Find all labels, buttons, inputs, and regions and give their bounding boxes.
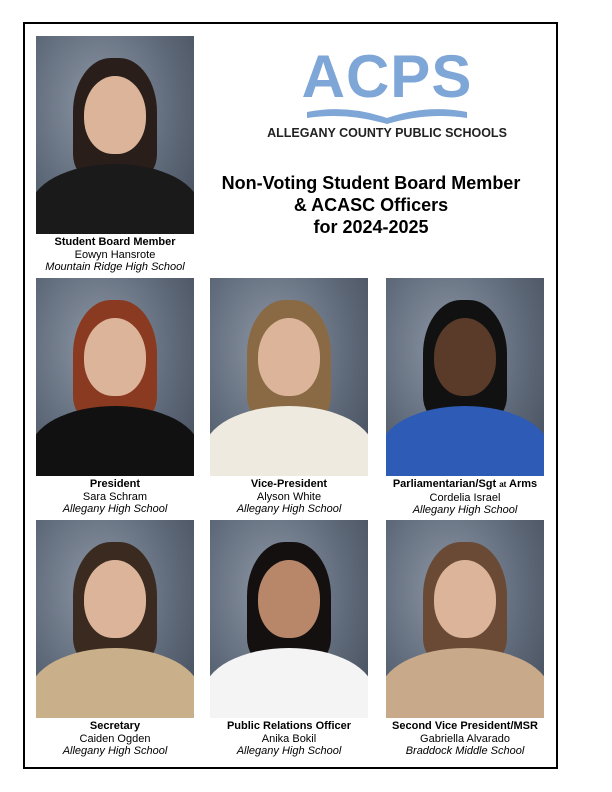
member-caption [20, 236, 210, 274]
title-line: for 2024-2025 [313, 217, 429, 237]
role-text: Parliamentarian/Sgt [392, 478, 497, 490]
clothing [210, 648, 368, 718]
member-caption [370, 720, 560, 758]
acps-logo [262, 43, 512, 148]
member-photo [36, 36, 194, 234]
open-book-icon [302, 104, 472, 126]
clothing [36, 648, 194, 718]
member-school: Allegany High School [62, 745, 168, 757]
page-title [196, 172, 546, 238]
face [84, 560, 146, 638]
clothing [386, 406, 544, 476]
member-caption [194, 720, 384, 758]
face [84, 76, 146, 154]
member-caption [370, 478, 560, 517]
member-school: Allegany High School [62, 503, 168, 515]
member-name: Sara Schram [82, 490, 148, 503]
member-caption [20, 478, 210, 516]
member-photo [386, 278, 544, 476]
member-role: Second Vice President/MSR [392, 720, 538, 732]
member-role: Secretary [89, 720, 141, 732]
member-caption [20, 720, 210, 758]
role-text: Arms [509, 478, 538, 490]
member-name: Eowyn Hansrote [74, 248, 156, 261]
face [258, 318, 320, 396]
member-school: Allegany High School [412, 504, 518, 516]
member-role: Public Relations Officer [226, 720, 352, 732]
clothing [210, 406, 368, 476]
title-line: & ACASC Officers [293, 195, 449, 215]
logo-name: ALLEGANY COUNTY PUBLIC SCHOOLS [267, 126, 507, 140]
face [258, 560, 320, 638]
member-name: Caiden Ogden [79, 732, 151, 745]
member-role: Student Board Member [54, 236, 176, 248]
member-role: President [89, 478, 141, 490]
member-role: Vice-President [250, 478, 328, 490]
face [434, 560, 496, 638]
member-school: Allegany High School [236, 503, 342, 515]
member-name: Cordelia Israel [429, 491, 501, 504]
member-school: Braddock Middle School [405, 745, 525, 757]
member-photo [36, 278, 194, 476]
logo-acronym: ACPS [301, 43, 473, 110]
face [84, 318, 146, 396]
title-line: Non-Voting Student Board Member [221, 173, 521, 193]
member-caption [194, 478, 384, 516]
member-photo [210, 520, 368, 718]
clothing [36, 406, 194, 476]
clothing [36, 164, 194, 234]
member-name: Anika Bokil [261, 732, 317, 745]
member-school: Allegany High School [236, 745, 342, 757]
member-name: Gabriella Alvarado [420, 732, 510, 745]
clothing [386, 648, 544, 718]
face [434, 318, 496, 396]
member-photo [36, 520, 194, 718]
role-text: at [499, 480, 507, 489]
member-school: Mountain Ridge High School [45, 261, 185, 273]
member-photo [210, 278, 368, 476]
member-photo [386, 520, 544, 718]
member-role [370, 478, 560, 492]
member-name: Alyson White [256, 490, 322, 503]
